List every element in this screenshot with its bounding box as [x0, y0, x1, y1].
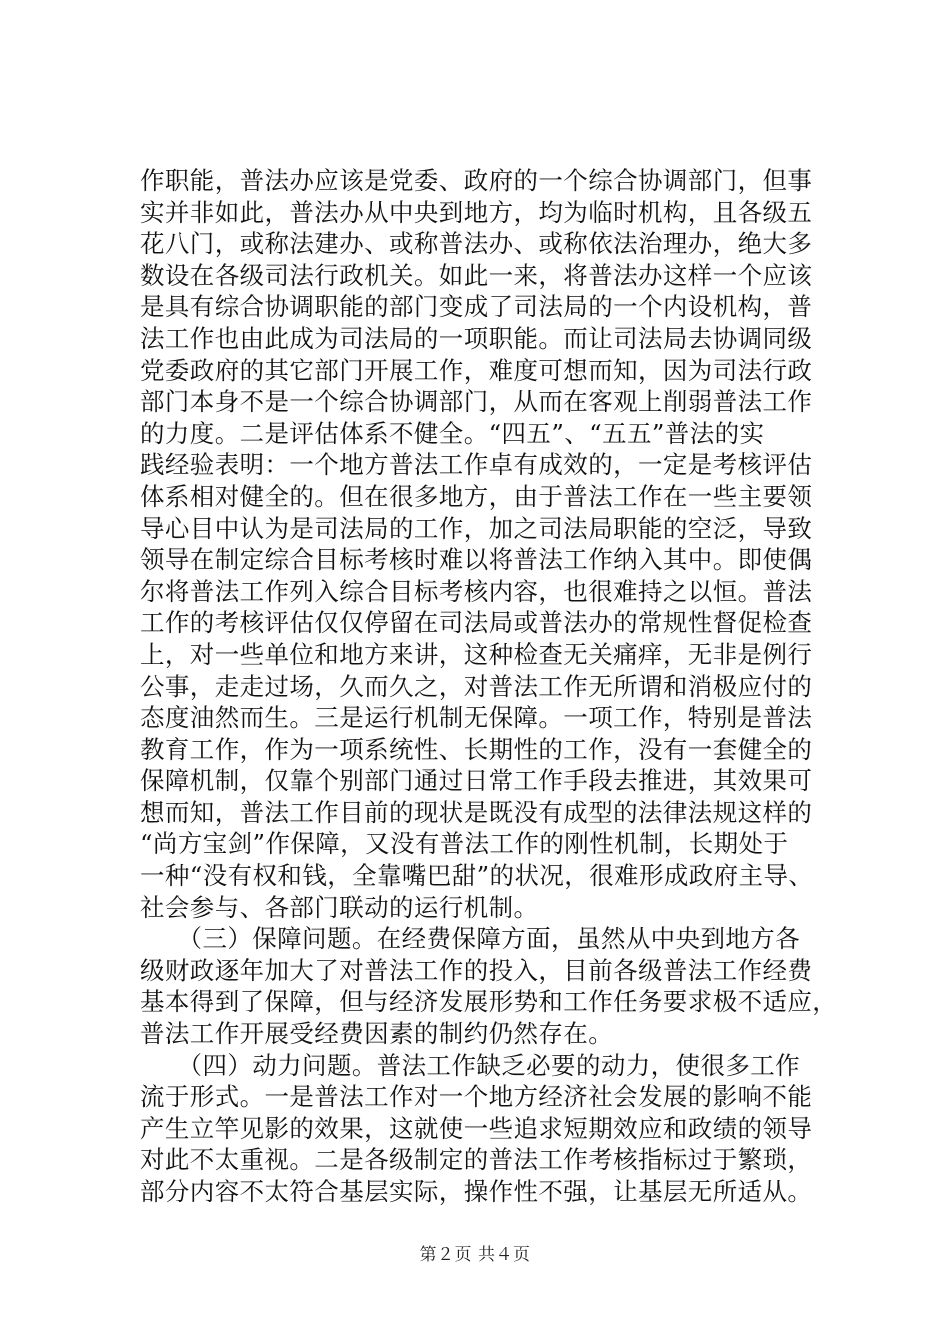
- text-line: 态度油然而生。三是运行机制无保障。一项工作，特别是普法: [140, 703, 813, 733]
- text-line: 实并非如此，普法办从中央到地方，均为临时机构，且各级五: [140, 197, 813, 227]
- text-line: 产生立竿见影的效果，这就使一些追求短期效应和政绩的领导: [140, 1113, 813, 1143]
- text-line: “尚方宝剑”作保障，又没有普法工作的刚性机制，长期处于: [140, 829, 789, 859]
- text-line: 社会参与、各部门联动的运行机制。: [140, 892, 539, 922]
- text-line: 教育工作，作为一项系统性、长期性的工作，没有一套健全的: [140, 734, 813, 764]
- text-line: 的力度。二是评估体系不健全。“四五”、“五五”普法的实: [140, 418, 765, 448]
- text-line: 对此不太重视。二是各级制定的普法工作考核指标过于繁琐，: [140, 1145, 813, 1175]
- text-line: 作职能，普法办应该是党委、政府的一个综合协调部门，但事: [140, 166, 813, 195]
- text-line: 部分内容不太符合基层实际，操作性不强，让基层无所适从。: [140, 1177, 813, 1206]
- text-line: 导心目中认为是司法局的工作，加之司法局职能的空泛，导致: [140, 513, 813, 543]
- text-line: 党委政府的其它部门开展工作，难度可想而知，因为司法行政: [140, 355, 813, 385]
- text-line: （四）动力问题。普法工作缺乏必要的动力，使很多工作: [140, 1050, 801, 1080]
- page-number-footer: 第２页 共４页: [419, 1245, 531, 1265]
- text-line: 践经验表明：一个地方普法工作卓有成效的，一定是考核评估: [140, 450, 813, 480]
- text-line: 上，对一些单位和地方来讲，这种检查无关痛痒，无非是例行: [140, 639, 813, 669]
- text-line: 级财政逐年加大了对普法工作的投入，目前各级普法工作经费: [140, 955, 813, 985]
- text-line: 一种“没有权和钱，全靠嘴巴甜”的状况，很难形成政府主导、: [140, 861, 814, 891]
- body-text: [140, 165, 840, 1208]
- text-line: 领导在制定综合目标考核时难以将普法工作纳入其中。即使偶: [140, 545, 813, 575]
- text-line: 体系相对健全的。但在很多地方，由于普法工作在一些主要领: [140, 481, 813, 511]
- text-line: 数设在各级司法行政机关。如此一来，将普法办这样一个应该: [140, 260, 813, 290]
- text-line: 工作的考核评估仅仅停留在司法局或普法办的常规性督促检查: [140, 608, 813, 638]
- text-line: 是具有综合协调职能的部门变成了司法局的一个内设机构，普: [140, 292, 813, 322]
- text-line: 基本得到了保障，但与经济发展形势和工作任务要求极不适应，: [140, 987, 838, 1017]
- text-line: 公事，走走过场，久而久之，对普法工作无所谓和消极应付的: [140, 671, 813, 701]
- text-line: 普法工作开展受经费因素的制约仍然存在。: [140, 1019, 614, 1049]
- text-line: 想而知，普法工作目前的现状是既没有成型的法律法规这样的: [140, 797, 813, 827]
- text-line: 花八门，或称法建办、或称普法办、或称依法治理办，绝大多: [140, 229, 813, 259]
- text-line: 流于形式。一是普法工作对一个地方经济社会发展的影响不能: [140, 1082, 813, 1112]
- text-line: （三）保障问题。在经费保障方面，虽然从中央到地方各: [140, 924, 801, 954]
- text-line: 部门本身不是一个综合协调部门，从而在客观上削弱普法工作: [140, 387, 813, 417]
- text-line: 保障机制，仅靠个别部门通过日常工作手段去推进，其效果可: [140, 766, 813, 796]
- text-line: 法工作也由此成为司法局的一项职能。而让司法局去协调同级: [140, 323, 813, 353]
- text-line: 尔将普法工作列入综合目标考核内容，也很难持之以恒。普法: [140, 576, 813, 606]
